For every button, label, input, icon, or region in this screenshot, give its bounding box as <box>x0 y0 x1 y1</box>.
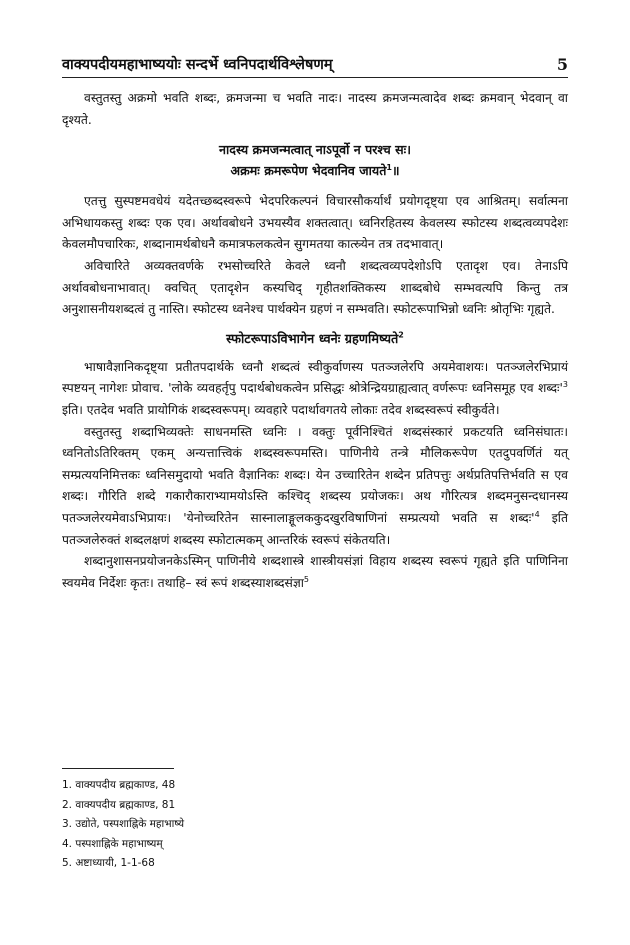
page-number: 5 <box>556 55 568 74</box>
paragraph-5-part-a: वस्तुतस्तु शब्दाभिव्यक्तेः साधनमस्ति ध्वनिः । वक्तुः पूर्वनिश्चितं शब्दसंस्कारं प्रकटयति ध्वनिसंघातः। ध्वनितोऽतिरिक्तम् एकम् अन्यत्तात्त्विकं शब्दस्वरूपमस्ति। पाणिनीये तन्त्रे मौलिकरूपेण एतदुपवर्णितं यत् सम्प्रत्ययनिमित्तकः ध्वनिसमुदायो भवति वैज्ञानिकः शब्दः। येन उच्चारितेन शब्देन प्रतिपत्तुः अर्थप्रतिपत्तिर्भवति स एव शब्दः। गौरिति शब्दे गकारौकाराभ्यामयोऽस्ति कश्चिद् शब्दस्य प्रयोजकः। अथ गौरित्यत्र शब्दमनुसन्दधानस्य पतञ्जलेरयमेवाऽभिप्रायः। 'येनोच्चरितेन सास्नालाङ्गूलककुदखुरविषाणिनां सम्प्रत्ययो भवति स शब्दः' <box>62 424 568 525</box>
paragraph-6 <box>62 551 568 594</box>
page-body <box>62 88 568 594</box>
section-heading <box>62 329 568 347</box>
running-header <box>62 48 568 78</box>
paragraph-4 <box>62 357 568 422</box>
verse-quote <box>62 139 568 181</box>
footnote-2: 2. वाक्यपदीय ब्रह्मकाण्ड, 81 <box>62 798 176 811</box>
footnote-ref-2: 2 <box>398 330 404 340</box>
footnote-ref-3: 3 <box>562 380 568 390</box>
footnote-divider <box>62 768 174 769</box>
footnote-1: 1. वाक्यपदीय ब्रह्मकाण्ड, 48 <box>62 779 176 791</box>
verse-line-2 <box>62 160 568 181</box>
paragraph-2: एतत्तु सुस्पष्टमवधेयं यदेतच्छब्दस्वरूपे भेदपरिकल्पनं विचारसौकर्यार्थं प्रयोगदृष्ट्या एव आश्रितम्। सर्वात्मना अभिधायकस्तु शब्दः एक एव। अर्थावबोधने उभयस्यैव शक्तत्वात्। ध्वनिरहितस्य केवलस्य स्फोटस्य शब्दत्वव्यपदेशः केवलमौपचारिकः, शब्दानामर्थबोधनै कमात्रफलकत्वेन सुगमतया कात्स्र्येन तत्र तदभावात्। <box>62 194 568 252</box>
verse-end-mark: ॥ <box>391 163 400 179</box>
paragraph-5-part-b: इति पतञ्जलेरुक्तं शब्दलक्षणं शब्दस्य स्फोटात्मकम् आन्तरिकं स्वरूपं संकेतयति। <box>62 510 568 547</box>
footnote-3: 3. उद्योते, पस्पशाह्निके महाभाष्ये <box>62 818 185 830</box>
running-title: वाक्यपदीयमहाभाष्ययोः सन्दर्भे ध्वनिपदार्थविश्लेषणम् <box>62 57 333 73</box>
footnote-5: 5. अष्टाध्यायी, 1-1-68 <box>62 857 155 869</box>
footnote-ref-1: 1 <box>386 163 392 172</box>
footnote-ref-4: 4 <box>534 509 540 519</box>
section-heading-text: स्फोटरूपाऽविभागेन ध्वनेः ग्रहणमिष्यते <box>226 331 399 347</box>
verse-line-2-text: अक्रमः क्रमरूपेण भेदवानिव जायते <box>230 163 387 179</box>
paragraph-6-text: शब्दानुशासनप्रयोजनकेऽस्मिन् पाणिनीये शब्दशास्त्रे शास्त्रीयसंज्ञां विहाय शब्दस्य स्वरूपं गृह्यते इति पाणिनिना स्वयमेव निर्देशः कृतः। तथाहि– स्वं रूपं शब्दस्याशब्दसंज्ञा <box>62 554 568 590</box>
footnote-ref-5: 5 <box>303 574 310 584</box>
paragraph-5 <box>62 422 568 552</box>
paragraph-1: वस्तुतस्तु अक्रमो भवति शब्दः, क्रमजन्मा च भवति नादः। नादस्य क्रमजन्मत्वादेव शब्दः क्रमवान् भेदवान् वा दृश्यते. <box>62 91 568 127</box>
paragraph-3: अविचारिते अव्यक्तवर्णके रभसोच्चरिते केवले ध्वनौ शब्दत्वव्यपदेशोऽपि एतादृश एव। तेनाऽपि अर्थावबोधनाभावात्। क्वचित् एतादृशेन कस्यचिद् गृहीतशक्तिकस्य शाब्दबोधे सम्भवत्यपि किन्तु तत्र अनुशासनीयशब्दत्वं तु नास्ति। स्फोटस्य ध्वनेश्च पार्थक्येन ग्रहणं न सम्भवति। स्फोटरूपाभिन्नो ध्वनिः श्रोतृभिः गृह्यते. <box>62 258 568 317</box>
footnotes <box>62 776 568 874</box>
footnote-4: 4. पस्पशाह्निके महाभाष्यम् <box>62 837 163 850</box>
paragraph-4-part-a: भाषावैज्ञानिकदृष्ट्या प्रतीतपदार्थके ध्वनौ शब्दत्वं स्वीकुर्वाणस्य पतञ्जलेरपि अयमेवाशयः। पतञ्जलेरभिप्रायं स्पष्टयन् नागेशः प्रोवाच. 'लोके व्यवहर्तृपु पदार्थबोधकत्वेन प्रसिद्धः श्रोत्रेन्द्रियग्राह्यत्वात् वर्णरूपः ध्वनिसमूह एव शब्दः' <box>62 359 568 396</box>
verse-line-1: नादस्य क्रमजन्मत्वात् नाऽपूर्वो न परश्च सः। <box>219 142 411 158</box>
paragraph-4-part-b: इति। एतदेव भवति प्रायोगिकं शब्दस्वरूपम्। व्यवहारे पदार्थावगतये लोकाः तदेव शब्दस्वरूपं स्वीकुर्वते। <box>62 402 500 417</box>
